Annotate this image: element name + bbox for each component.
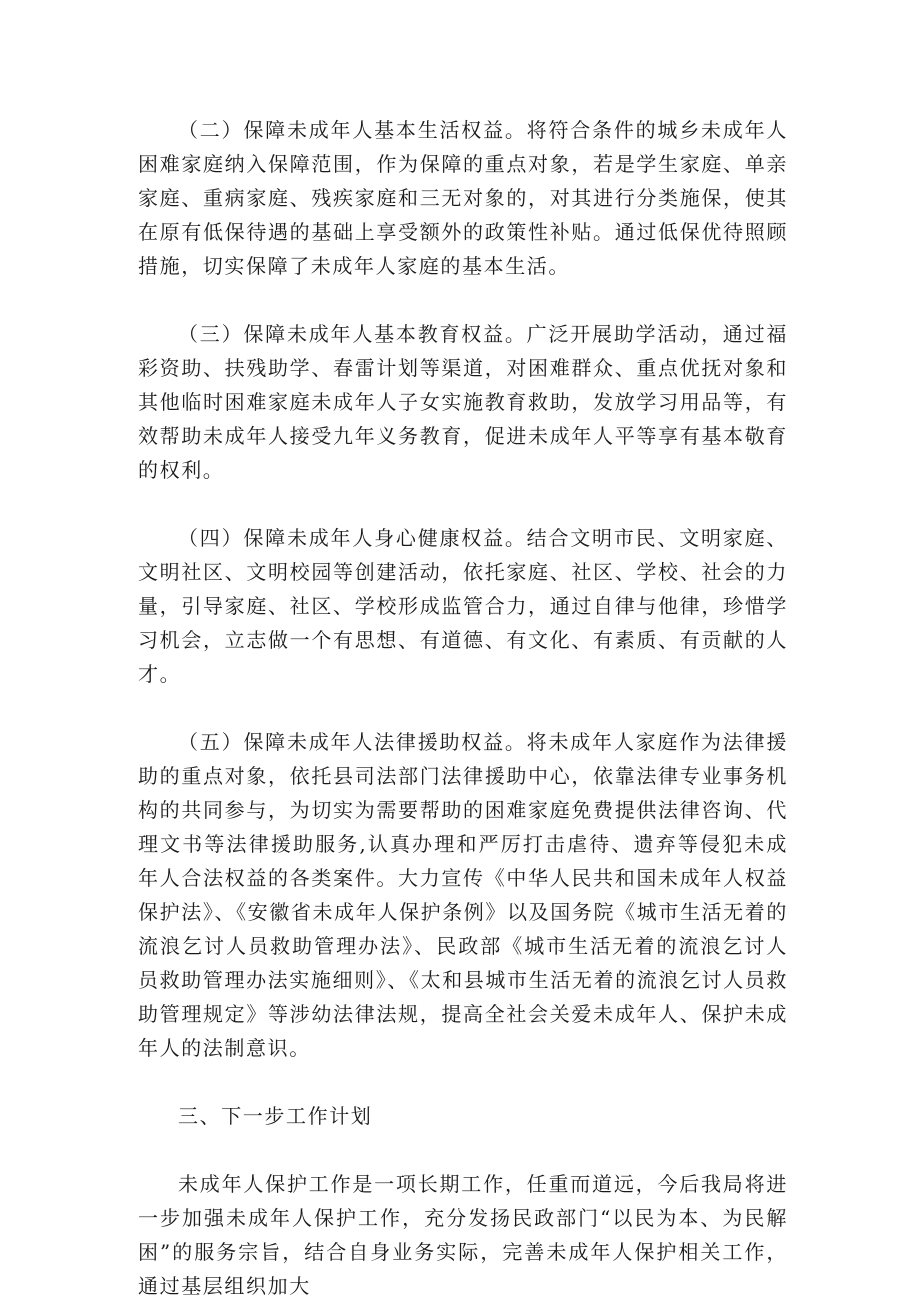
paragraph-education: （三）保障未成年人基本教育权益。广泛开展助学活动，通过福彩资助、扶残助学、春雷计划等渠道，对困难群众、重点优抚对象和其他临时困难家庭未成年人子女实施教育救助，发放学习用品等，有效帮助未成年人接受九年义务教育，促进未成年人平等享有基本敬育的权利。: [138, 322, 788, 482]
section-heading: 三、下一步工作计划: [178, 1104, 373, 1128]
paragraph-legal-aid: （五）保障未成年人法律援助权益。将未成年人家庭作为法律援助的重点对象，依托县司法部门法律援助中心，依靠法律专业事务机构的共同参与，为切实为需要帮助的困难家庭免费提供法律咨询、代理文书等法律援助服务,认真办理和严厉打击虐待、遗弃等侵犯未成年人合法权益的各类案件。大力宣传《中华人民共和国未成年人权益保护法》、《安徽省未成年人保护条例》以及国务院《城市生活无着的流浪乞讨人员救助管理办法》、民政部《城市生活无着的流浪乞讨人员救助管理办法实施细则》、《太和县城市生活无着的流浪乞讨人员救助管理规定》等涉幼法律法规，提高全社会关爱未成年人、保护未成年人的法制意识。: [138, 730, 788, 1060]
paragraph-gap: [138, 487, 788, 521]
paragraph-next-steps: 未成年人保护工作是一项长期工作，任重而道远，今后我局将进一步加强未成年人保护工作，充分发扬民政部门“以民为本、为民解困”的服务宗旨，结合自身业务实际，完善未成年人保护相关工作，通过基层组织加大: [138, 1172, 788, 1298]
paragraph-gap: [138, 1065, 788, 1099]
paragraph-gap: [138, 691, 788, 725]
paragraph-gap: [138, 283, 788, 317]
paragraph-health: （四）保障未成年人身心健康权益。结合文明市民、文明家庭、文明社区、文明校园等创建活动，依托家庭、社区、学校、社会的力量，引导家庭、社区、学校形成监管合力，通过自律与他律，珍惜学习机会，立志做一个有思想、有道德、有文化、有素质、有贡献的人才。: [138, 526, 788, 686]
paragraph-basic-living: （二）保障未成年人基本生活权益。将符合条件的城乡未成年人困难家庭纳入保障范围，作为保障的重点对象，若是学生家庭、单亲家庭、重病家庭、残疾家庭和三无对象的，对其进行分类施保，使其在原有低保待遇的基础上享受额外的政策性补贴。通过低保优待照顾措施，切实保障了未成年人家庭的基本生活。: [138, 118, 788, 278]
document-body: [138, 113, 788, 1303]
paragraph-gap: [138, 1133, 788, 1167]
